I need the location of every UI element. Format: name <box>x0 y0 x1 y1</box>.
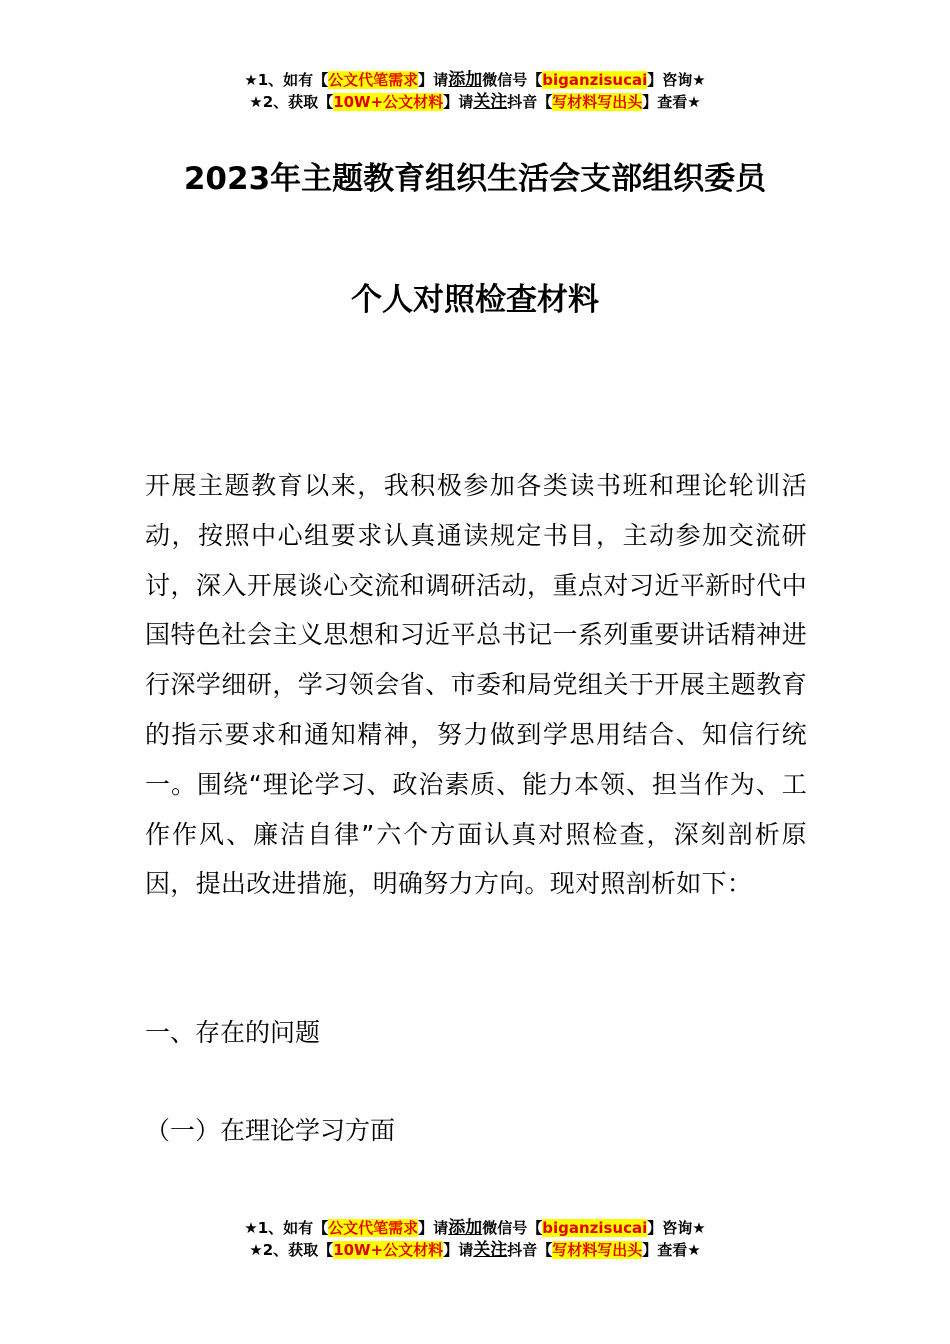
footer-banner <box>0 1217 950 1261</box>
banner-text: ★2、获取【 <box>249 1241 334 1259</box>
banner-text: 微信号【 <box>482 71 543 89</box>
intro-paragraph: 开展主题教育以来，我积极参加各类读书班和理论轮训活动，按照中心组要求认真通读规定书目，主动参加交流研讨，深入开展谈心交流和调研活动，重点对习近平新时代中国特色社会主义思想和习近平总书记一系列重要讲话精神进行深学细研，学习领会省、市委和局党组关于开展主题教育的指示要求和通知精神，努力做到学思用结合、知信行统一。围绕“理论学习、政治素质、能力本领、担当作为、工作作风、廉洁自律”六个方面认真对照检查，深刻剖析原因，提出改进措施，明确努力方向。现对照剖析如下： <box>145 471 807 899</box>
banner-line-2 <box>0 1239 950 1261</box>
banner-text: 微信号【 <box>482 1219 543 1237</box>
banner-line-1 <box>0 69 950 91</box>
highlight-douyin-account: 写材料写出头 <box>552 93 643 111</box>
section-heading: 一、存在的问题 <box>145 1018 321 1047</box>
highlight-wechat-id: biganzisucai <box>542 71 648 89</box>
highlight-service: 公文代笔需求 <box>328 1219 419 1237</box>
banner-text: ★2、获取【 <box>249 93 334 111</box>
subsection-heading: （一）在理论学习方面 <box>145 1116 396 1145</box>
highlight-materials: 10W+公文材料 <box>333 93 444 111</box>
underlined-text: 关注 <box>473 1240 508 1260</box>
document-title-line-2: 个人对照检查材料 <box>351 282 599 318</box>
highlight-materials: 10W+公文材料 <box>333 1241 444 1259</box>
document-title-line-1: 2023年主题教育组织生活会支部组织委员 <box>183 161 767 197</box>
banner-text: 】咨询★ <box>647 1219 706 1237</box>
banner-text: 】请 <box>443 93 474 111</box>
underlined-text: 关注 <box>473 92 508 112</box>
highlight-douyin-account: 写材料写出头 <box>552 1241 643 1259</box>
banner-text: ★1、如有【 <box>244 71 329 89</box>
banner-line-1 <box>0 1217 950 1239</box>
banner-text: 】查看★ <box>642 93 701 111</box>
underlined-text: 添加 <box>448 70 483 90</box>
banner-text: 】咨询★ <box>647 71 706 89</box>
banner-text: 】请 <box>418 71 449 89</box>
banner-text: 】查看★ <box>642 1241 701 1259</box>
highlight-wechat-id: biganzisucai <box>542 1219 648 1237</box>
banner-text: 抖音【 <box>507 1241 553 1259</box>
banner-text: 】请 <box>418 1219 449 1237</box>
banner-line-2 <box>0 91 950 113</box>
banner-text: ★1、如有【 <box>244 1219 329 1237</box>
header-banner <box>0 69 950 113</box>
banner-text: 】请 <box>443 1241 474 1259</box>
underlined-text: 添加 <box>448 1218 483 1238</box>
banner-text: 抖音【 <box>507 93 553 111</box>
highlight-service: 公文代笔需求 <box>328 71 419 89</box>
